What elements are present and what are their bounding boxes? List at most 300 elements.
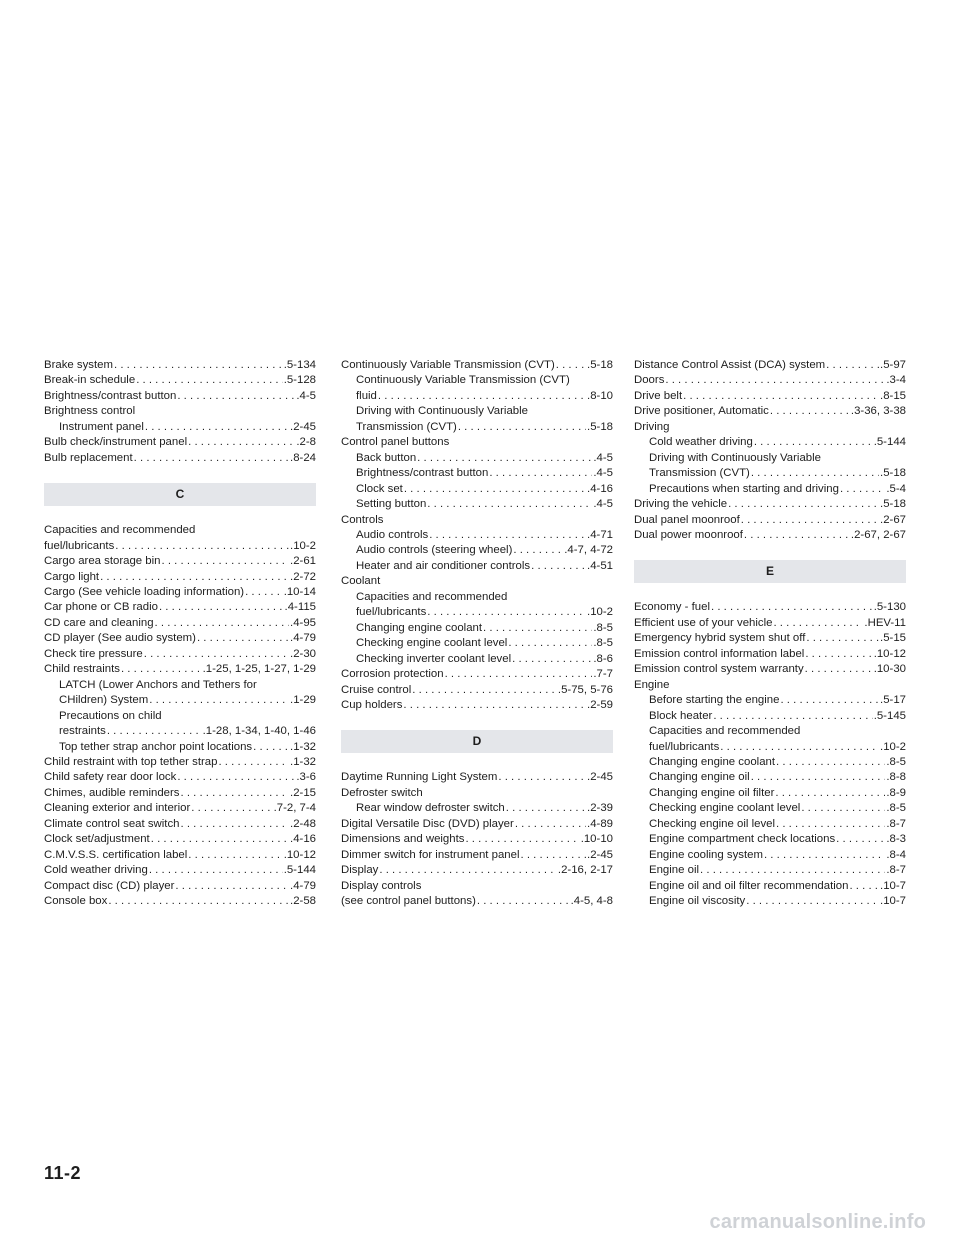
index-entry (341, 652, 613, 667)
index-entry (44, 770, 316, 785)
index-entry (634, 616, 906, 631)
index-entry-page[interactable]: .7-2, 7-4 (273, 802, 316, 815)
index-entry (634, 600, 906, 615)
index-entry (44, 863, 316, 878)
dot-leader (780, 693, 879, 708)
index-entry-label: Cold weather driving (44, 864, 148, 877)
index-entry (341, 832, 613, 847)
index-entry-page[interactable]: .2-48 (290, 817, 316, 830)
index-entry (634, 894, 906, 909)
dot-leader (180, 786, 289, 801)
index-entry-page[interactable]: .5-144 (873, 436, 906, 449)
index-entry (341, 559, 613, 574)
index-entry (44, 693, 316, 708)
index-entry (634, 832, 906, 847)
index-entry (44, 724, 316, 739)
dot-leader (805, 647, 872, 662)
index-entry (341, 667, 613, 682)
dot-leader (175, 879, 289, 894)
index-heading: Coolant (341, 575, 381, 588)
dot-leader (713, 709, 872, 724)
index-entry-page[interactable]: .8-15 (880, 389, 906, 402)
index-heading: Controls (341, 513, 384, 526)
index-entry-page[interactable]: .4-89 (587, 817, 613, 830)
index-entry-page[interactable]: .5-18 (880, 467, 906, 480)
index-entry (44, 662, 316, 677)
index-entry-page[interactable]: .10-10 (580, 833, 613, 846)
dot-leader (498, 770, 586, 785)
index-entry (341, 482, 613, 497)
index-entry-label: restraints (59, 725, 106, 738)
index-entry (341, 698, 613, 713)
index-entry-label: Emergency hybrid system shut off (634, 632, 806, 645)
dot-leader (513, 543, 563, 558)
index-entry-label: Driving the vehicle (634, 498, 728, 511)
index-entry-page[interactable]: .2-58 (290, 895, 316, 908)
dot-leader (188, 848, 282, 863)
index-entry-page[interactable]: .10-7 (880, 895, 906, 908)
index-entry-page[interactable]: .2-72 (290, 570, 316, 583)
index-entry-page[interactable]: .1-32 (290, 755, 316, 768)
index-entry (341, 389, 613, 404)
index-entry-label: Before starting the engine (649, 694, 780, 707)
index-entry (341, 636, 613, 651)
index-entry (341, 420, 613, 435)
dot-leader (445, 667, 593, 682)
index-entry-label: Cleaning exterior and interior (44, 802, 191, 815)
index-heading: Driving with Continuously Variable (649, 451, 821, 464)
dot-leader (149, 693, 289, 708)
dot-leader (700, 863, 885, 878)
dot-leader (531, 559, 586, 574)
index-entry (634, 709, 906, 724)
index-entry-page[interactable]: .5-128 (283, 374, 316, 387)
dot-leader (149, 863, 283, 878)
index-entry-label: Cargo light (44, 570, 100, 583)
index-entry-page[interactable]: .10-30 (873, 663, 906, 676)
dot-leader (805, 662, 873, 677)
index-entry-label: Corrosion protection (341, 668, 444, 681)
index-entry (44, 801, 316, 816)
index-entry-label: Emission control information label (634, 647, 805, 660)
index-entry (634, 466, 906, 481)
index-entry-label: Precautions when starting and driving (649, 482, 839, 495)
index-entry-page[interactable]: .8-7 (886, 864, 906, 877)
index-entry-page[interactable]: .8-4 (886, 848, 906, 861)
dot-leader (177, 770, 295, 785)
index-entry (634, 693, 906, 708)
index-entry-page[interactable]: .5-130 (873, 601, 906, 614)
index-column-1 (44, 358, 316, 910)
index-entry-page[interactable]: .2-8 (296, 436, 316, 449)
dot-leader (489, 466, 592, 481)
dot-leader (506, 801, 586, 816)
dot-leader (801, 801, 885, 816)
index-entry-page[interactable]: .2-59 (587, 698, 613, 711)
index-entry (634, 497, 906, 512)
dot-leader (191, 801, 272, 816)
index-column-3 (634, 358, 906, 910)
index-entry-label: Top tether strap anchor point locations (59, 740, 253, 753)
dot-leader (151, 832, 289, 847)
index-entry (44, 786, 316, 801)
section-header: E (634, 560, 906, 583)
index-heading: Capacities and recommended (356, 590, 508, 603)
index-entry (44, 570, 316, 585)
watermark-text: carmanualsonline.info (709, 1211, 926, 1233)
index-heading: Driving with Continuously Variable (356, 405, 528, 418)
index-entry-label: Distance Control Assist (DCA) system (634, 359, 826, 371)
index-heading: Control panel buttons (341, 436, 450, 449)
index-entry-label: Brightness/contrast button (356, 467, 489, 480)
dot-leader (720, 740, 879, 755)
index-entry-label: Transmission (CVT) (356, 420, 457, 433)
index-entry-label: Daytime Running Light System (341, 771, 498, 784)
index-entry-page[interactable]: .8-8 (886, 771, 906, 784)
dot-leader (197, 631, 289, 646)
index-entry-label: C.M.V.S.S. certification label (44, 848, 188, 861)
index-entry (44, 585, 316, 600)
index-entry-page[interactable]: .7-7 (593, 668, 613, 681)
index-entry-label: Changing engine coolant (356, 621, 483, 634)
index-entry-page[interactable]: .2-45 (587, 771, 613, 784)
index-entry (44, 879, 316, 894)
index-entry (341, 528, 613, 543)
dot-leader (751, 466, 879, 481)
index-entry-page[interactable]: .8-5 (593, 637, 613, 650)
index-entry (341, 497, 613, 512)
index-entry (44, 373, 316, 388)
dot-leader (136, 373, 283, 388)
index-heading: Defroster switch (341, 786, 423, 799)
index-entry (341, 543, 613, 558)
dot-leader (746, 894, 879, 909)
index-entry-page[interactable]: .5-18 (880, 498, 906, 511)
index-entry-page[interactable]: .3-4 (886, 374, 906, 387)
index-entry (44, 894, 316, 909)
index-entry-page[interactable]: .4-5 (593, 467, 613, 480)
index-entry (634, 848, 906, 863)
index-entry-page[interactable]: .5-145 (873, 709, 906, 722)
index-entry (44, 647, 316, 662)
dot-leader (776, 755, 885, 770)
index-entry-page[interactable]: .5-17 (880, 694, 906, 707)
dot-leader (121, 662, 202, 677)
dot-leader (108, 894, 289, 909)
index-entry-page[interactable]: .10-12 (283, 848, 316, 861)
index-entry-label: Rear window defroster switch (356, 802, 505, 815)
index-entry (341, 621, 613, 636)
index-entry-page[interactable]: .1-29 (290, 694, 316, 707)
dot-leader (378, 389, 586, 404)
index-entry (634, 662, 906, 677)
index-entry (634, 513, 906, 528)
index-entry (44, 600, 316, 615)
index-entry-page[interactable]: .5-4 (886, 482, 906, 495)
index-entry (341, 848, 613, 863)
index-entry-label: Brightness/contrast button (44, 389, 177, 402)
dot-leader (840, 482, 885, 497)
index-entry-label: Checking engine oil level (649, 817, 776, 830)
index-entry-label: fuel/lubricants (44, 539, 115, 552)
index-entry-page[interactable]: .5-18 (587, 420, 613, 433)
dot-leader (508, 636, 592, 651)
index-entry-page[interactable]: .3-36, 3-38 (850, 405, 906, 418)
index-entry-label: (see control panel buttons) (341, 895, 476, 908)
index-entry-label: Audio controls (356, 528, 429, 541)
dot-leader (483, 621, 592, 636)
index-entry-page[interactable]: .3-6 (296, 771, 316, 784)
index-entry-label: Doors (634, 374, 665, 387)
index-entry-page[interactable]: .2-45 (587, 848, 613, 861)
index-heading: Display controls (341, 879, 422, 892)
dot-leader (751, 770, 886, 785)
index-entry-page[interactable]: .2-67, 2-67 (850, 528, 906, 541)
index-entry (341, 683, 613, 698)
index-entry-label: Back button (356, 451, 417, 464)
dot-leader (556, 358, 586, 373)
index-entry-label: Child restraints (44, 663, 120, 676)
index-entry-label: Engine oil (649, 864, 700, 877)
index-heading: Capacities and recommended (44, 524, 196, 537)
index-entry-label: Changing engine coolant (649, 755, 776, 768)
index-entry-page[interactable]: .4-5, 4-8 (570, 895, 613, 908)
index-entry-page[interactable]: .4-7, 4-72 (564, 544, 613, 557)
index-entry-page[interactable]: .8-7 (886, 817, 906, 830)
dot-leader (115, 539, 289, 554)
index-entry (634, 647, 906, 662)
index-entry-page[interactable]: .2-16, 2-17 (557, 864, 613, 877)
dot-leader (107, 724, 202, 739)
section-header: C (44, 483, 316, 506)
index-entry (44, 832, 316, 847)
dot-leader (521, 848, 587, 863)
dot-leader (477, 894, 570, 909)
index-entry-page[interactable]: .2-15 (290, 786, 316, 799)
index-entry-label: Emission control system warranty (634, 663, 804, 676)
dot-leader (711, 600, 873, 615)
index-entry (341, 863, 613, 878)
index-entry-page[interactable]: .4-5 (593, 451, 613, 464)
dot-leader (728, 497, 879, 512)
index-entry (44, 616, 316, 631)
dot-leader (776, 817, 885, 832)
index-entry-page[interactable]: .4-5 (593, 498, 613, 511)
index-entry-page[interactable]: .8-10 (587, 389, 613, 402)
dot-leader (683, 389, 879, 404)
dot-leader (162, 554, 290, 569)
index-entry-page[interactable]: .2-67 (880, 513, 906, 526)
index-entry-label: Compact disc (CD) player (44, 879, 175, 892)
index-entry (44, 817, 316, 832)
index-entry-label: Bulb check/instrument panel (44, 436, 188, 449)
index-entry-label: Engine oil viscosity (649, 895, 746, 908)
index-entry-page[interactable]: .1-28, 1-34, 1-40, 1-46 (202, 725, 316, 738)
index-entry-label: Dimmer switch for instrument panel (341, 848, 520, 861)
index-entry-label: Checking engine coolant level (649, 802, 801, 815)
index-entry-label: fluid (356, 389, 377, 402)
index-entry-label: Efficient use of your vehicle (634, 616, 773, 629)
index-entry-page[interactable]: .2-39 (587, 802, 613, 815)
index-entry-page[interactable]: .4-79 (290, 879, 316, 892)
dot-leader (775, 786, 885, 801)
dot-leader (134, 451, 289, 466)
dot-leader (177, 389, 295, 404)
index-entry-label: Drive belt (634, 389, 683, 402)
index-entry (341, 605, 613, 620)
index-entry-label: Climate control seat switch (44, 817, 180, 830)
index-entry-page[interactable]: .4-95 (290, 616, 316, 629)
index-entry-page[interactable]: .4-51 (587, 559, 613, 572)
index-entry-page[interactable]: .5-97 (880, 359, 906, 371)
index-entry-page[interactable]: .10-2 (587, 606, 613, 619)
index-entry-label: Cruise control (341, 683, 412, 696)
index-entry-page[interactable]: .8-3 (886, 833, 906, 846)
index-entry (634, 358, 906, 373)
index-entry-page[interactable]: .8-9 (886, 786, 906, 799)
dot-leader (665, 373, 885, 388)
index-entry-label: Setting button (356, 498, 427, 511)
index-entry-label: Engine oil and oil filter recommendation (649, 879, 849, 892)
index-entry (341, 801, 613, 816)
index-entry-label: Chimes, audible reminders (44, 786, 180, 799)
index-entry (44, 740, 316, 755)
dot-leader (145, 420, 289, 435)
index-entry-page[interactable]: .5-15 (880, 632, 906, 645)
index-entry-page[interactable]: .4-115 (284, 601, 316, 614)
index-entry-label: Dual power moonroof (634, 528, 743, 541)
index-entry (341, 894, 613, 909)
dot-leader (180, 817, 289, 832)
index-entry-label: Clock set/adjustment (44, 833, 150, 846)
index-entry (634, 817, 906, 832)
dot-leader (159, 600, 284, 615)
index-entry-page[interactable]: .10-12 (873, 647, 906, 660)
index-entry-label: Cup holders (341, 698, 403, 711)
dot-leader (114, 358, 283, 373)
dot-leader (404, 482, 586, 497)
index-entry-page[interactable]: .10-2 (290, 539, 316, 552)
index-heading: Continuously Variable Transmission (CVT) (356, 374, 570, 387)
dot-leader (465, 832, 579, 847)
index-entry-page[interactable]: .4-16 (290, 833, 316, 846)
index-entry-page[interactable]: .8-24 (290, 451, 316, 464)
index-entry-label: Console box (44, 895, 108, 908)
index-entry-page[interactable]: .10-2 (880, 740, 906, 753)
index-entry-label: Checking engine coolant level (356, 637, 508, 650)
dot-leader (512, 652, 592, 667)
index-entry-page[interactable]: .2-45 (290, 420, 316, 433)
section-header: D (341, 730, 613, 753)
index-entry-label: Instrument panel (59, 420, 144, 433)
index-entry-label: Clock set (356, 482, 403, 495)
index-entry-page[interactable]: .5-134 (283, 359, 316, 371)
index-entry-page[interactable]: .10-14 (283, 585, 316, 598)
index-entry (634, 786, 906, 801)
index-entry-page[interactable]: .4-16 (587, 482, 613, 495)
index-entry-label: Audio controls (steering wheel) (356, 544, 513, 557)
dot-leader (458, 420, 586, 435)
index-entry (634, 863, 906, 878)
index-entry-page[interactable]: .10-7 (880, 879, 906, 892)
index-entry-label: Car phone or CB radio (44, 601, 158, 614)
index-heading: Brightness control (44, 405, 136, 418)
dot-leader (427, 497, 592, 512)
index-entry (341, 770, 613, 785)
index-entry-label: Heater and air conditioner controls (356, 559, 531, 572)
index-entry (634, 770, 906, 785)
index-entry-page[interactable]: .4-71 (587, 528, 613, 541)
dot-leader (826, 358, 879, 373)
index-entry-label: Continuously Variable Transmission (CVT) (341, 359, 555, 371)
index-entry-label: Engine cooling system (649, 848, 763, 861)
index-entry-label: Bulb replacement (44, 451, 133, 464)
index-heading: LATCH (Lower Anchors and Tethers for (59, 678, 257, 691)
dot-leader (218, 755, 289, 770)
index-entry-page[interactable]: .5-144 (283, 864, 316, 877)
index-entry-label: Dual panel moonroof (634, 513, 740, 526)
dot-leader (764, 848, 885, 863)
dot-leader (741, 513, 879, 528)
index-entry-page[interactable]: .1-25, 1-25, 1-27, 1-29 (202, 663, 316, 676)
index-entry (634, 801, 906, 816)
dot-leader (100, 570, 289, 585)
index-entry-page[interactable]: .HEV-11 (864, 616, 906, 629)
dot-leader (836, 832, 885, 847)
index-heading: Engine (634, 678, 670, 691)
index-entry (634, 631, 906, 646)
index-entry-label: CD care and cleaning (44, 616, 154, 629)
index-entry (44, 539, 316, 554)
index-entry-label: Break-in schedule (44, 374, 136, 387)
index-entry-label: fuel/lubricants (649, 740, 720, 753)
dot-leader (429, 528, 586, 543)
index-entry-page[interactable]: .8-6 (593, 652, 613, 665)
dot-leader (849, 879, 879, 894)
index-entry-page[interactable]: .8-5 (886, 802, 906, 815)
index-entry (634, 435, 906, 450)
dot-leader (403, 698, 586, 713)
index-entry-page[interactable]: .1-32 (290, 740, 316, 753)
index-entry (341, 358, 613, 373)
index-entry-page[interactable]: .4-5 (296, 389, 316, 402)
index-entry-page[interactable]: .8-5 (593, 621, 613, 634)
index-entry-page[interactable]: .4-79 (290, 632, 316, 645)
index-entry-label: Cargo (See vehicle loading information) (44, 585, 245, 598)
index-entry-label: CHildren) System (59, 694, 149, 707)
index-entry-page[interactable]: .5-18 (587, 359, 613, 371)
dot-leader (427, 605, 586, 620)
index-heading: Driving (634, 420, 670, 433)
index-entry (341, 451, 613, 466)
index-entry-label: Cargo area storage bin (44, 555, 161, 568)
index-entry (634, 404, 906, 419)
index-entry-page[interactable]: .8-5 (886, 755, 906, 768)
index-entry-label: Economy - fuel (634, 601, 710, 614)
index-entry-page[interactable]: .5-75, 5-76 (557, 683, 613, 696)
index-entry (44, 358, 316, 373)
index-entry (44, 420, 316, 435)
index-entry-page[interactable]: .2-61 (290, 555, 316, 568)
index-entry-page[interactable]: .2-30 (290, 647, 316, 660)
dot-leader (245, 585, 283, 600)
dot-leader (744, 528, 850, 543)
index-entry-label: Child restraint with top tether strap (44, 755, 218, 768)
index-entry (634, 879, 906, 894)
dot-leader (144, 647, 289, 662)
index-entry (44, 755, 316, 770)
index-entry-label: Cold weather driving (649, 436, 753, 449)
